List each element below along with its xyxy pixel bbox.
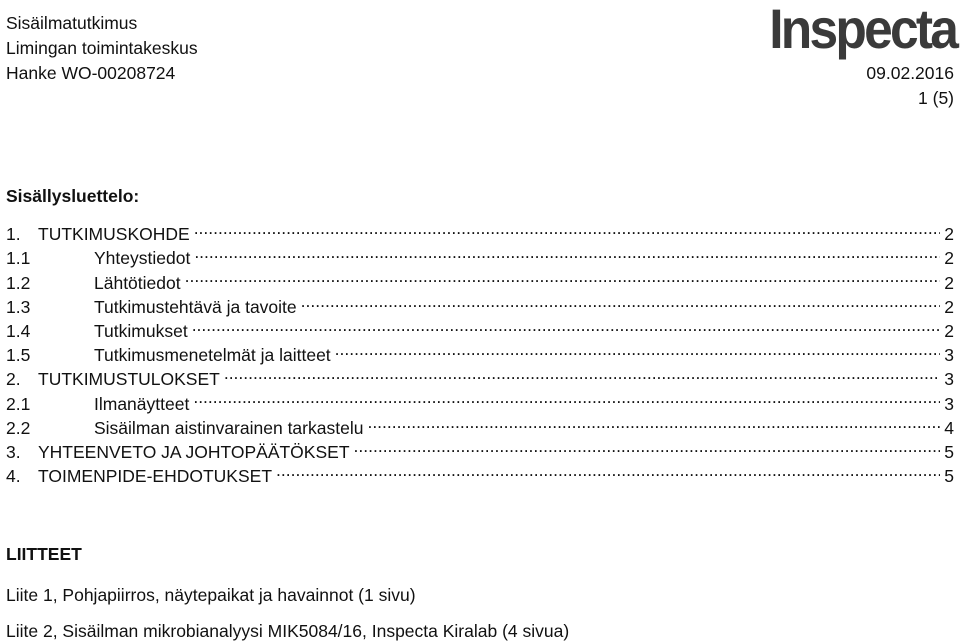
document-date: 09.02.2016 [866, 63, 954, 83]
toc-leader-dots [193, 385, 940, 409]
toc-leader-dots [276, 458, 940, 482]
appendix-item: Liite 2, Sisäilman mikrobianalyysi MIK5084/16, Inspecta Kiralab (4 sivua) [6, 621, 570, 641]
toc-leader-dots [194, 240, 940, 264]
toc-item-page: 2 [944, 272, 954, 293]
toc-leader-dots [301, 289, 940, 313]
toc-item-page: 4 [944, 417, 954, 438]
toc-item-number: 1.1 [6, 248, 31, 269]
toc-item-number: 1.4 [6, 320, 31, 341]
document-header-left [6, 11, 198, 86]
toc-item-title: Sisäilman aistinvarainen tarkastelu [94, 417, 364, 438]
report-type: Sisäilmatutkimus [6, 13, 138, 33]
toc-item-page: 5 [944, 466, 954, 487]
toc-item-page: 3 [944, 345, 954, 366]
toc-item-title: Yhteystiedot [94, 248, 191, 269]
toc-item-title: TOIMENPIDE-EHDOTUKSET [38, 466, 273, 487]
toc-item-number: 2.2 [6, 417, 31, 438]
toc-leader-dots [354, 434, 940, 458]
toc-item-title: TUTKIMUSTULOKSET [38, 369, 220, 390]
toc-leader-dots [185, 264, 940, 288]
toc-item-number: 4. [6, 466, 21, 487]
document-header-right [866, 61, 954, 111]
toc-title: Sisällysluettelo: [6, 186, 140, 206]
toc-item-number: 1. [6, 224, 21, 245]
toc-leader-dots [192, 313, 940, 337]
site-name: Limingan toimintakeskus [6, 38, 198, 58]
toc-item-page: 2 [944, 296, 954, 317]
toc-item-title: YHTEENVETO JA JOHTOPÄÄTÖKSET [38, 441, 350, 462]
toc-leader-dots [335, 337, 940, 361]
toc-item-number: 1.5 [6, 345, 31, 366]
toc-item-number: 1.3 [6, 296, 31, 317]
appendices-title: LIITTEET [6, 544, 82, 564]
toc-item-page: 2 [944, 248, 954, 269]
toc-item-page: 2 [944, 320, 954, 341]
page-number: 1 (5) [918, 88, 954, 108]
toc-item-page: 3 [944, 393, 954, 414]
toc-item-title: TUTKIMUSKOHDE [38, 224, 190, 245]
toc-item-number: 3. [6, 441, 21, 462]
toc-leader-dots [367, 410, 940, 434]
project-number: Hanke WO-00208724 [6, 63, 176, 83]
appendix-item: Liite 1, Pohjapiirros, näytepaikat ja havainnot (1 sivu) [6, 585, 416, 605]
toc-item-number: 2. [6, 369, 21, 390]
toc-item [6, 216, 954, 245]
toc-item-number: 1.2 [6, 272, 31, 293]
toc-item-page: 2 [944, 224, 954, 245]
toc-item-title: Ilmanäytteet [94, 393, 190, 414]
toc-leader-dots [224, 361, 940, 385]
toc-item-title: Tutkimukset [94, 320, 188, 341]
toc-item-title: Lähtötiedot [94, 272, 181, 293]
toc-item-page: 3 [944, 369, 954, 390]
toc-item-page: 5 [944, 441, 954, 462]
toc-item-title: Tutkimustehtävä ja tavoite [94, 296, 297, 317]
toc-item-title: Tutkimusmenetelmät ja laitteet [94, 345, 331, 366]
inspecta-logo: Inspecta [769, 0, 956, 60]
toc-leader-dots [194, 216, 940, 240]
table-of-contents [6, 216, 954, 487]
toc-item-number: 2.1 [6, 393, 31, 414]
